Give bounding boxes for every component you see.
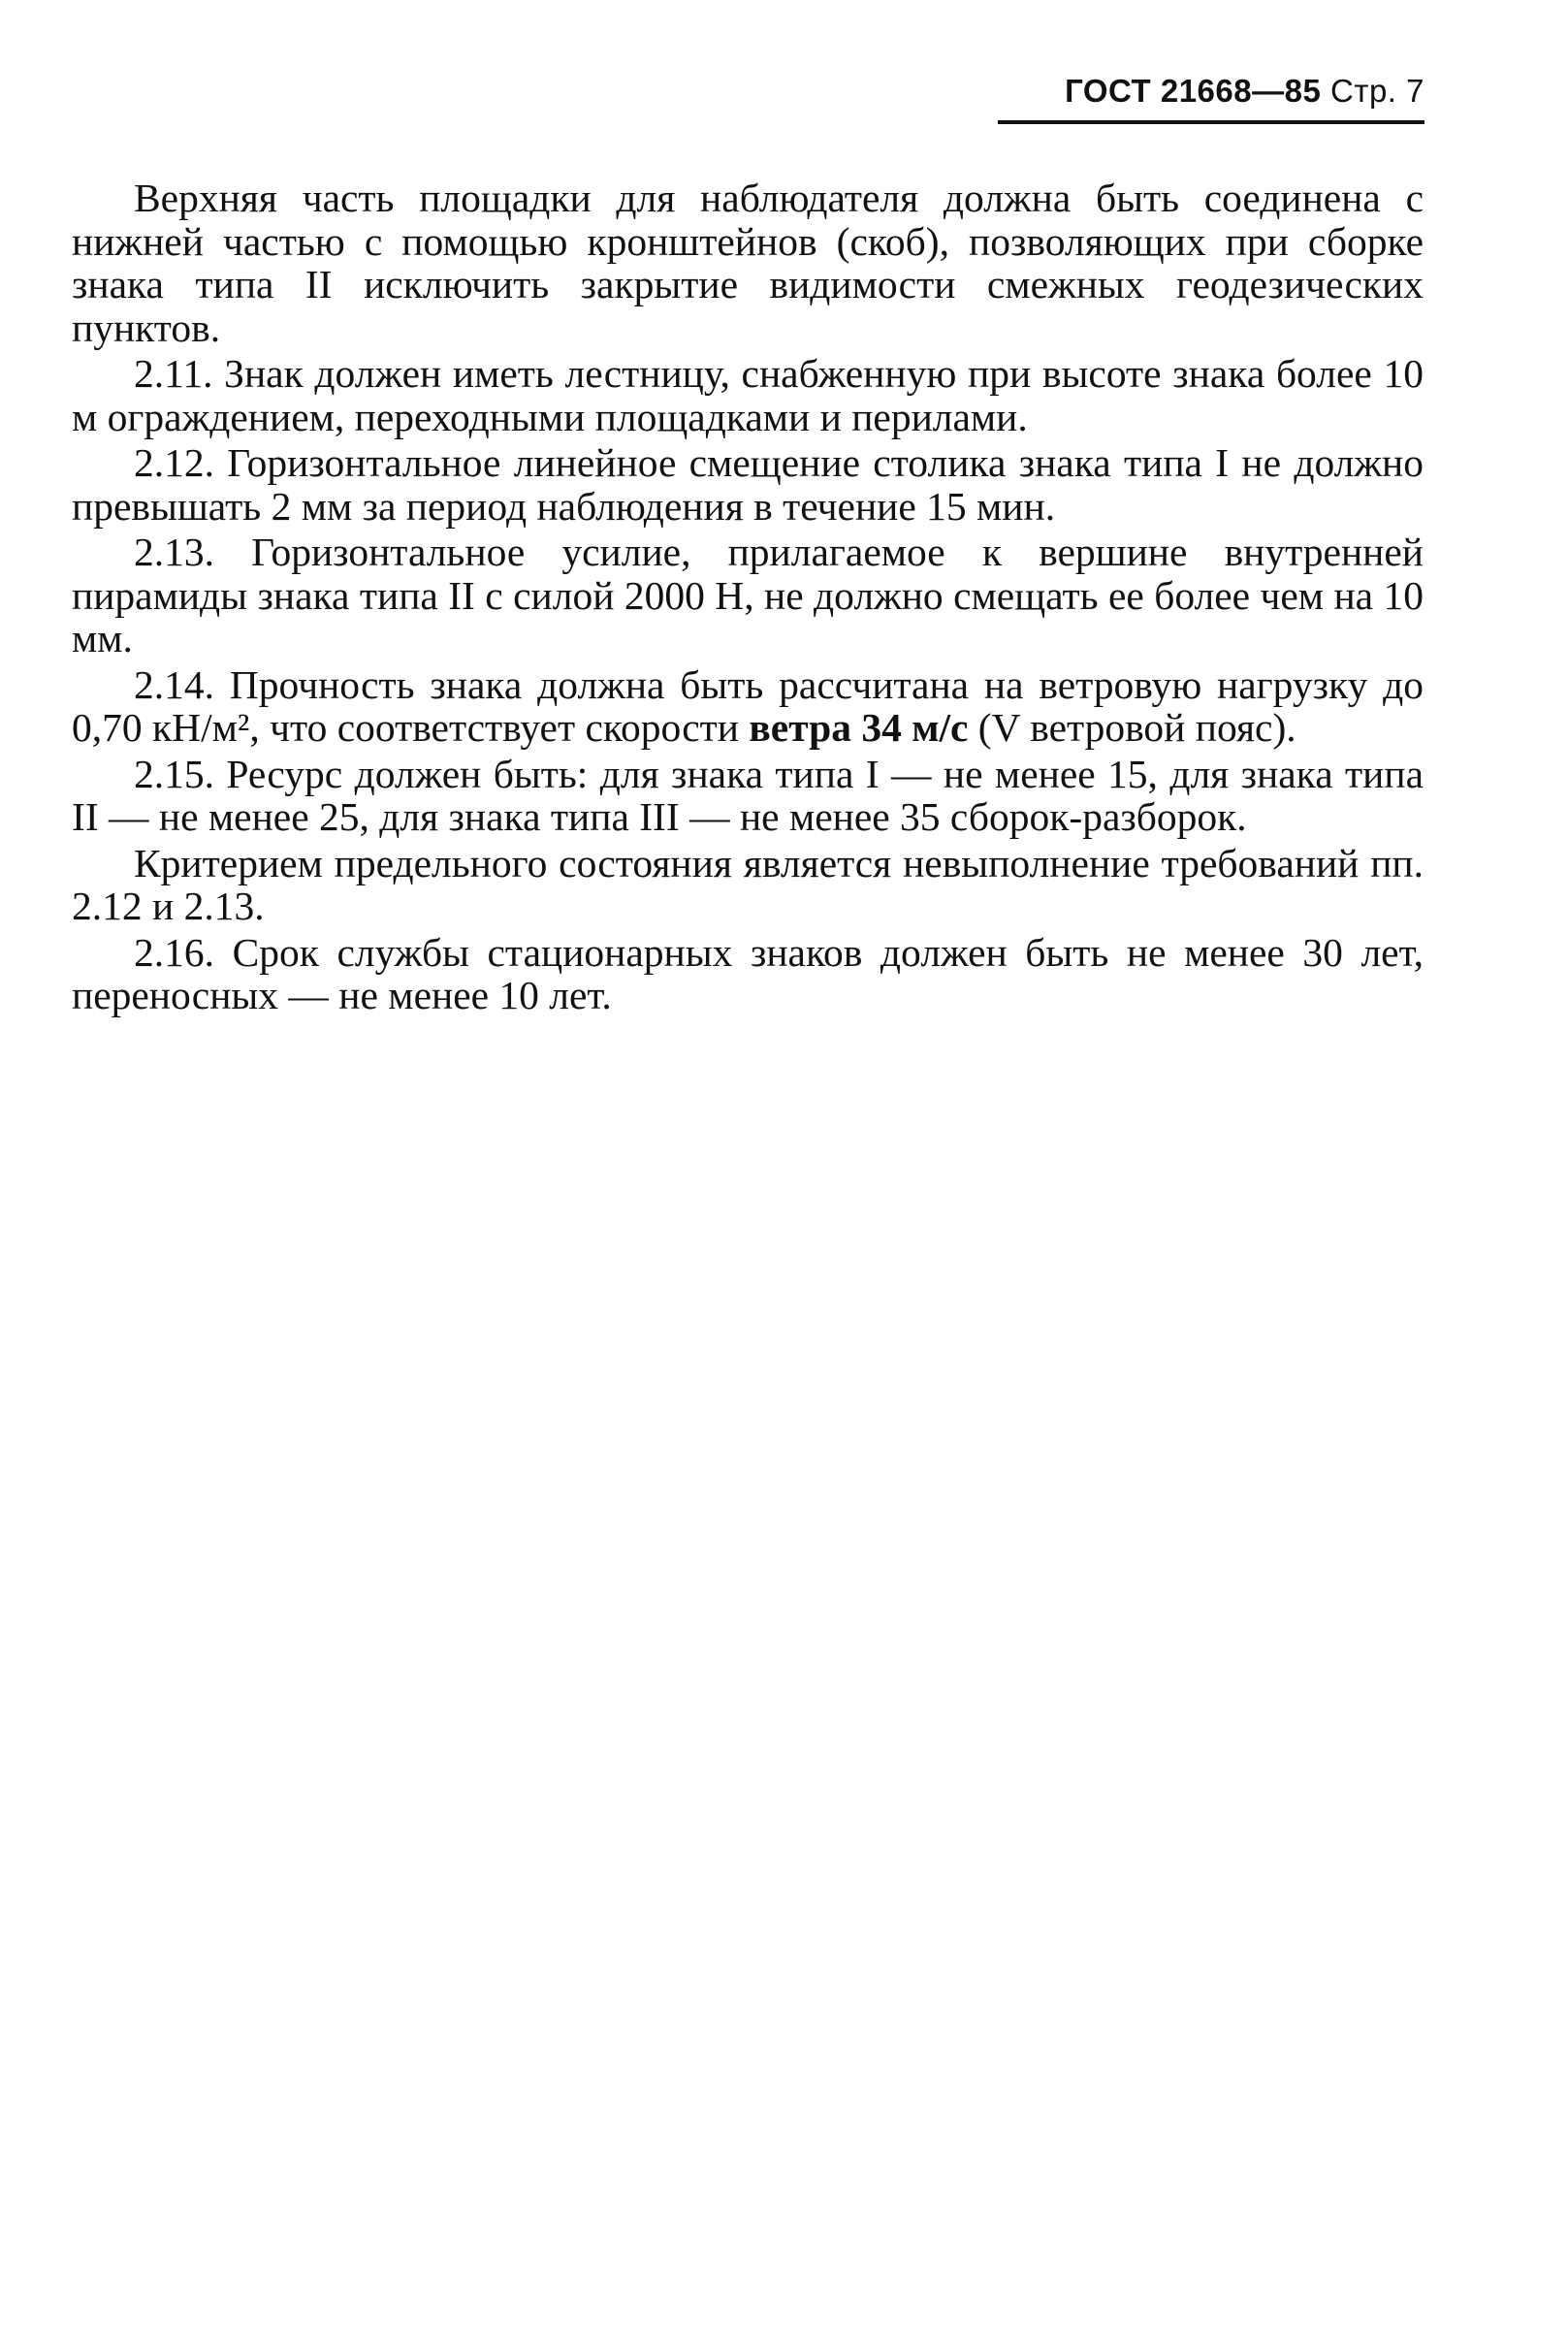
wind-speed-emphasis: ветра 34 м/с bbox=[749, 705, 969, 750]
header-rule bbox=[998, 120, 1424, 124]
paragraph-2-14-start: 2.14. Прочность знака должна быть рассчитана на ветровую нагрузку до 0,70 кН/м², что соответствует скорости bbox=[72, 661, 1424, 750]
document-body bbox=[72, 177, 1424, 1020]
header-line bbox=[998, 70, 1424, 113]
paragraph-2-14-end: (V ветровой пояс). bbox=[968, 705, 1296, 750]
paragraph-criterion: Критерием предельного состояния является невыполнение требований пп. 2.12 и 2.13. bbox=[72, 840, 1424, 928]
paragraph-2-12: 2.12. Горизонтальное линейное смещение столика знака типа I не должно превышать 2 мм за период наблюдения в течение 15 мин. bbox=[72, 440, 1424, 529]
standard-code: ГОСТ 21668—85 bbox=[1065, 73, 1322, 109]
paragraph-2-11: 2.11. Знак должен иметь лестницу, снабженную при высоте знака более 10 м ограждением, переходными площадками и перилами. bbox=[72, 351, 1424, 439]
paragraph-2-13: 2.13. Горизонтальное усилие, прилагаемое к вершине внутренней пирамиды знака типа II с силой 2000 Н, не должно смещать ее более чем на 10 мм. bbox=[72, 530, 1424, 660]
paragraph-2-15: 2.15. Ресурс должен быть: для знака типа I — не менее 15, для знака типа II — не менее 25, для знака типа III — не менее 35 сборок-разборок. bbox=[72, 751, 1424, 839]
paragraph-2-16: 2.16. Срок службы стационарных знаков должен быть не менее 30 лет, переносных — не менее 10 лет. bbox=[72, 929, 1424, 1017]
page-number: Стр. 7 bbox=[1330, 73, 1424, 109]
page-header bbox=[998, 70, 1424, 124]
paragraph-platform-connection: Верхняя часть площадки для наблюдателя должна быть соединена с нижней частью с помощью кронштейнов (скоб), позволяющих при сборке знака типа II исключить закрытие видимости смежных геодезических пунктов. bbox=[72, 176, 1424, 350]
paragraph-2-14 bbox=[72, 663, 1424, 750]
